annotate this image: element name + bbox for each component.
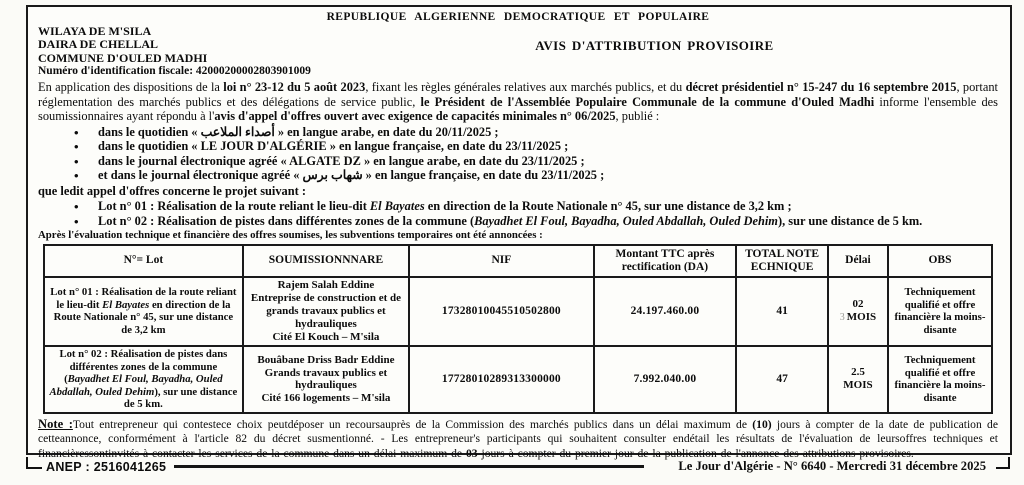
delai-unit: MOIS bbox=[843, 379, 873, 392]
lot1-description: Lot n° 01 : Réalisation de la route reliant le lieu-dit El Bayates en direction de la Route Nationale n° 45, sur une distance de 3,2 km bbox=[44, 277, 243, 346]
lot2-nif: 17728010289313300000 bbox=[409, 346, 594, 413]
frame-corner-right bbox=[996, 457, 1010, 469]
delai-value: 2.5 bbox=[851, 366, 865, 379]
wilaya-line: WILAYA DE M'SILA bbox=[38, 24, 152, 38]
note-label: Note : bbox=[38, 417, 73, 432]
bidder-name: Rajem Salah Eddine bbox=[277, 279, 375, 292]
award-table bbox=[43, 244, 993, 414]
publication-item-3: • dans le journal électronique agréé « ALGATE DZ » en langue arabe, en date du 23/11/2025 ; bbox=[98, 154, 998, 169]
print-artifact: 3 bbox=[839, 312, 845, 324]
table-header-row bbox=[44, 245, 992, 277]
daira-line: DAIRA DE CHELLAL bbox=[38, 37, 159, 52]
document-frame bbox=[26, 5, 1012, 460]
lot-item-2: • Lot n° 02 : Réalisation de pistes dans différentes zones de la commune (Bayadhet El Foul, Bayadha, Ouled Abdallah, Ouled Dehim), sur une distance de 5 km. bbox=[98, 214, 998, 229]
bidder-address: Cité El Kouch – M'sila bbox=[272, 330, 380, 343]
evaluation-line: Après l'évaluation technique et financière des offres soumises, les subventions temporaires ont été annoncées : bbox=[38, 229, 543, 242]
publication-item-1: • dans le quotidien « أصداء الملاعب » en langue arabe, en date du 20/11/2025 ; bbox=[98, 125, 998, 140]
document-title: AVIS D'ATTRIBUTION PROVISOIRE bbox=[535, 38, 774, 53]
lot2-description: Lot n° 02 : Réalisation de pistes dans différentes zones de la commune (Bayadhet El Foul, Bayadha, Ouled Abdallah, Ouled Dehim), sur une distance de 5 km. bbox=[44, 346, 243, 413]
document-header bbox=[38, 25, 998, 78]
lot2-obs: Techniquement qualifié et offre financière la moins-disante bbox=[888, 346, 992, 413]
col-header-nif: NIF bbox=[409, 245, 594, 277]
lot1-obs: Techniquement qualifié et offre financière la moins-disante bbox=[888, 277, 992, 346]
publication-item-4: • et dans le journal électronique agréé « شهاب برس » en langue française, en date du 23/11/2025 ; bbox=[98, 168, 998, 183]
lot1-nif: 17328010045510502800 bbox=[409, 277, 594, 346]
anep-reference: ANEP : 2516041265 bbox=[46, 459, 167, 474]
lot1-bidder bbox=[243, 277, 409, 346]
lot1-note-technique: 41 bbox=[736, 277, 828, 346]
col-header-obs: OBS bbox=[888, 245, 992, 277]
col-header-lot: N°= Lot bbox=[44, 245, 243, 277]
lots-list bbox=[38, 199, 998, 228]
publication-item-2: • dans le quotidien « LE JOUR D'ALGÉRIE » en langue française, en date du 23/11/2025 ; bbox=[98, 139, 998, 154]
lot1-montant: 24.197.460.00 bbox=[594, 277, 736, 346]
publications-list bbox=[38, 125, 998, 183]
bidder-description: Entreprise de construction et de grands travaux publics et hydrauliques bbox=[250, 292, 401, 330]
frame-corner-left bbox=[26, 457, 42, 469]
lot2-note-technique: 47 bbox=[736, 346, 828, 413]
table-row bbox=[44, 346, 992, 413]
table-row bbox=[44, 277, 992, 346]
journal-credit: Le Jour d'Algérie - N° 6640 - Mercredi 31 décembre 2025 bbox=[678, 459, 986, 473]
col-header-delai: Délai bbox=[828, 245, 888, 277]
bidder-name: Bouâbane Driss Badr Eddine bbox=[257, 353, 395, 366]
republic-header: REPUBLIQUE ALGERIENNE DEMOCRATIQUE ET POPULAIRE bbox=[326, 11, 710, 23]
lot2-montant: 7.992.040.00 bbox=[594, 346, 736, 413]
project-intro-line: que ledit appel d'offres concerne le projet suivant : bbox=[38, 183, 306, 198]
footer-row bbox=[26, 459, 1012, 474]
delai-unit: 3 MOIS bbox=[839, 311, 877, 324]
lot1-delai bbox=[828, 277, 888, 346]
delai-value: 02 bbox=[852, 298, 864, 311]
bidder-description: Grands travaux publics et hydrauliques bbox=[264, 366, 388, 392]
note-paragraph bbox=[38, 417, 998, 461]
fiscal-id-line: Numéro d'identification fiscale: 42000200002803901009 bbox=[38, 65, 311, 78]
lot2-bidder bbox=[243, 346, 409, 413]
lot-item-1: • Lot n° 01 : Réalisation de la route reliant le lieu-dit El Bayates en direction de la Route Nationale n° 45, sur une distance de 3,2 km ; bbox=[98, 199, 998, 214]
bidder-address: Cité 166 logements – M'sila bbox=[261, 392, 391, 405]
note-text: Tout entrepreneur qui contestece choix peutdéposer un recoursauprès de la Commission des marchés publics dans un délai maximum de (10) jours à compter de la date de publication de cetteannonce, conformément à l'article 82 du décret susmentionné. - Les entrepreneur's participants qui souhaitent consulter endétail les résultats de l'évaluation de leursoffres techniques et financièressontinvités à contacter les services de la commune dans un délai maximum de 03 jours à compter du premier jour de la publication de l'annonce des attributions provisoires. bbox=[38, 418, 998, 460]
issuing-authority-block bbox=[38, 25, 311, 78]
commune-line: COMMUNE D'OULED MADHI bbox=[38, 50, 208, 65]
lot2-delai bbox=[828, 346, 888, 413]
intro-paragraph: En application des dispositions de la loi n° 23-12 du 5 août 2023, fixant les règles générales relatives aux marchés publics, et du décret présidentiel n° 15-247 du 16 septembre 2015, portant réglementation des marchés publics et des délégations de service public, le Président de l'Assemblée Populaire Communale de la commune d'Ouled Madhi informe l'ensemble des soumissionnaires ayant répondu à l'avis d'appel d'offres ouvert avec exigence de capacités minimales n° 06/2025, publié : bbox=[38, 80, 998, 124]
col-header-montant: Montant TTC après rectification (DA) bbox=[594, 245, 736, 277]
col-header-note-technique: TOTAL NOTE ECHNIQUE bbox=[736, 245, 828, 277]
footer-divider-line bbox=[174, 465, 644, 468]
col-header-soumissionnaire: SOUMISSIONNNARE bbox=[243, 245, 409, 277]
